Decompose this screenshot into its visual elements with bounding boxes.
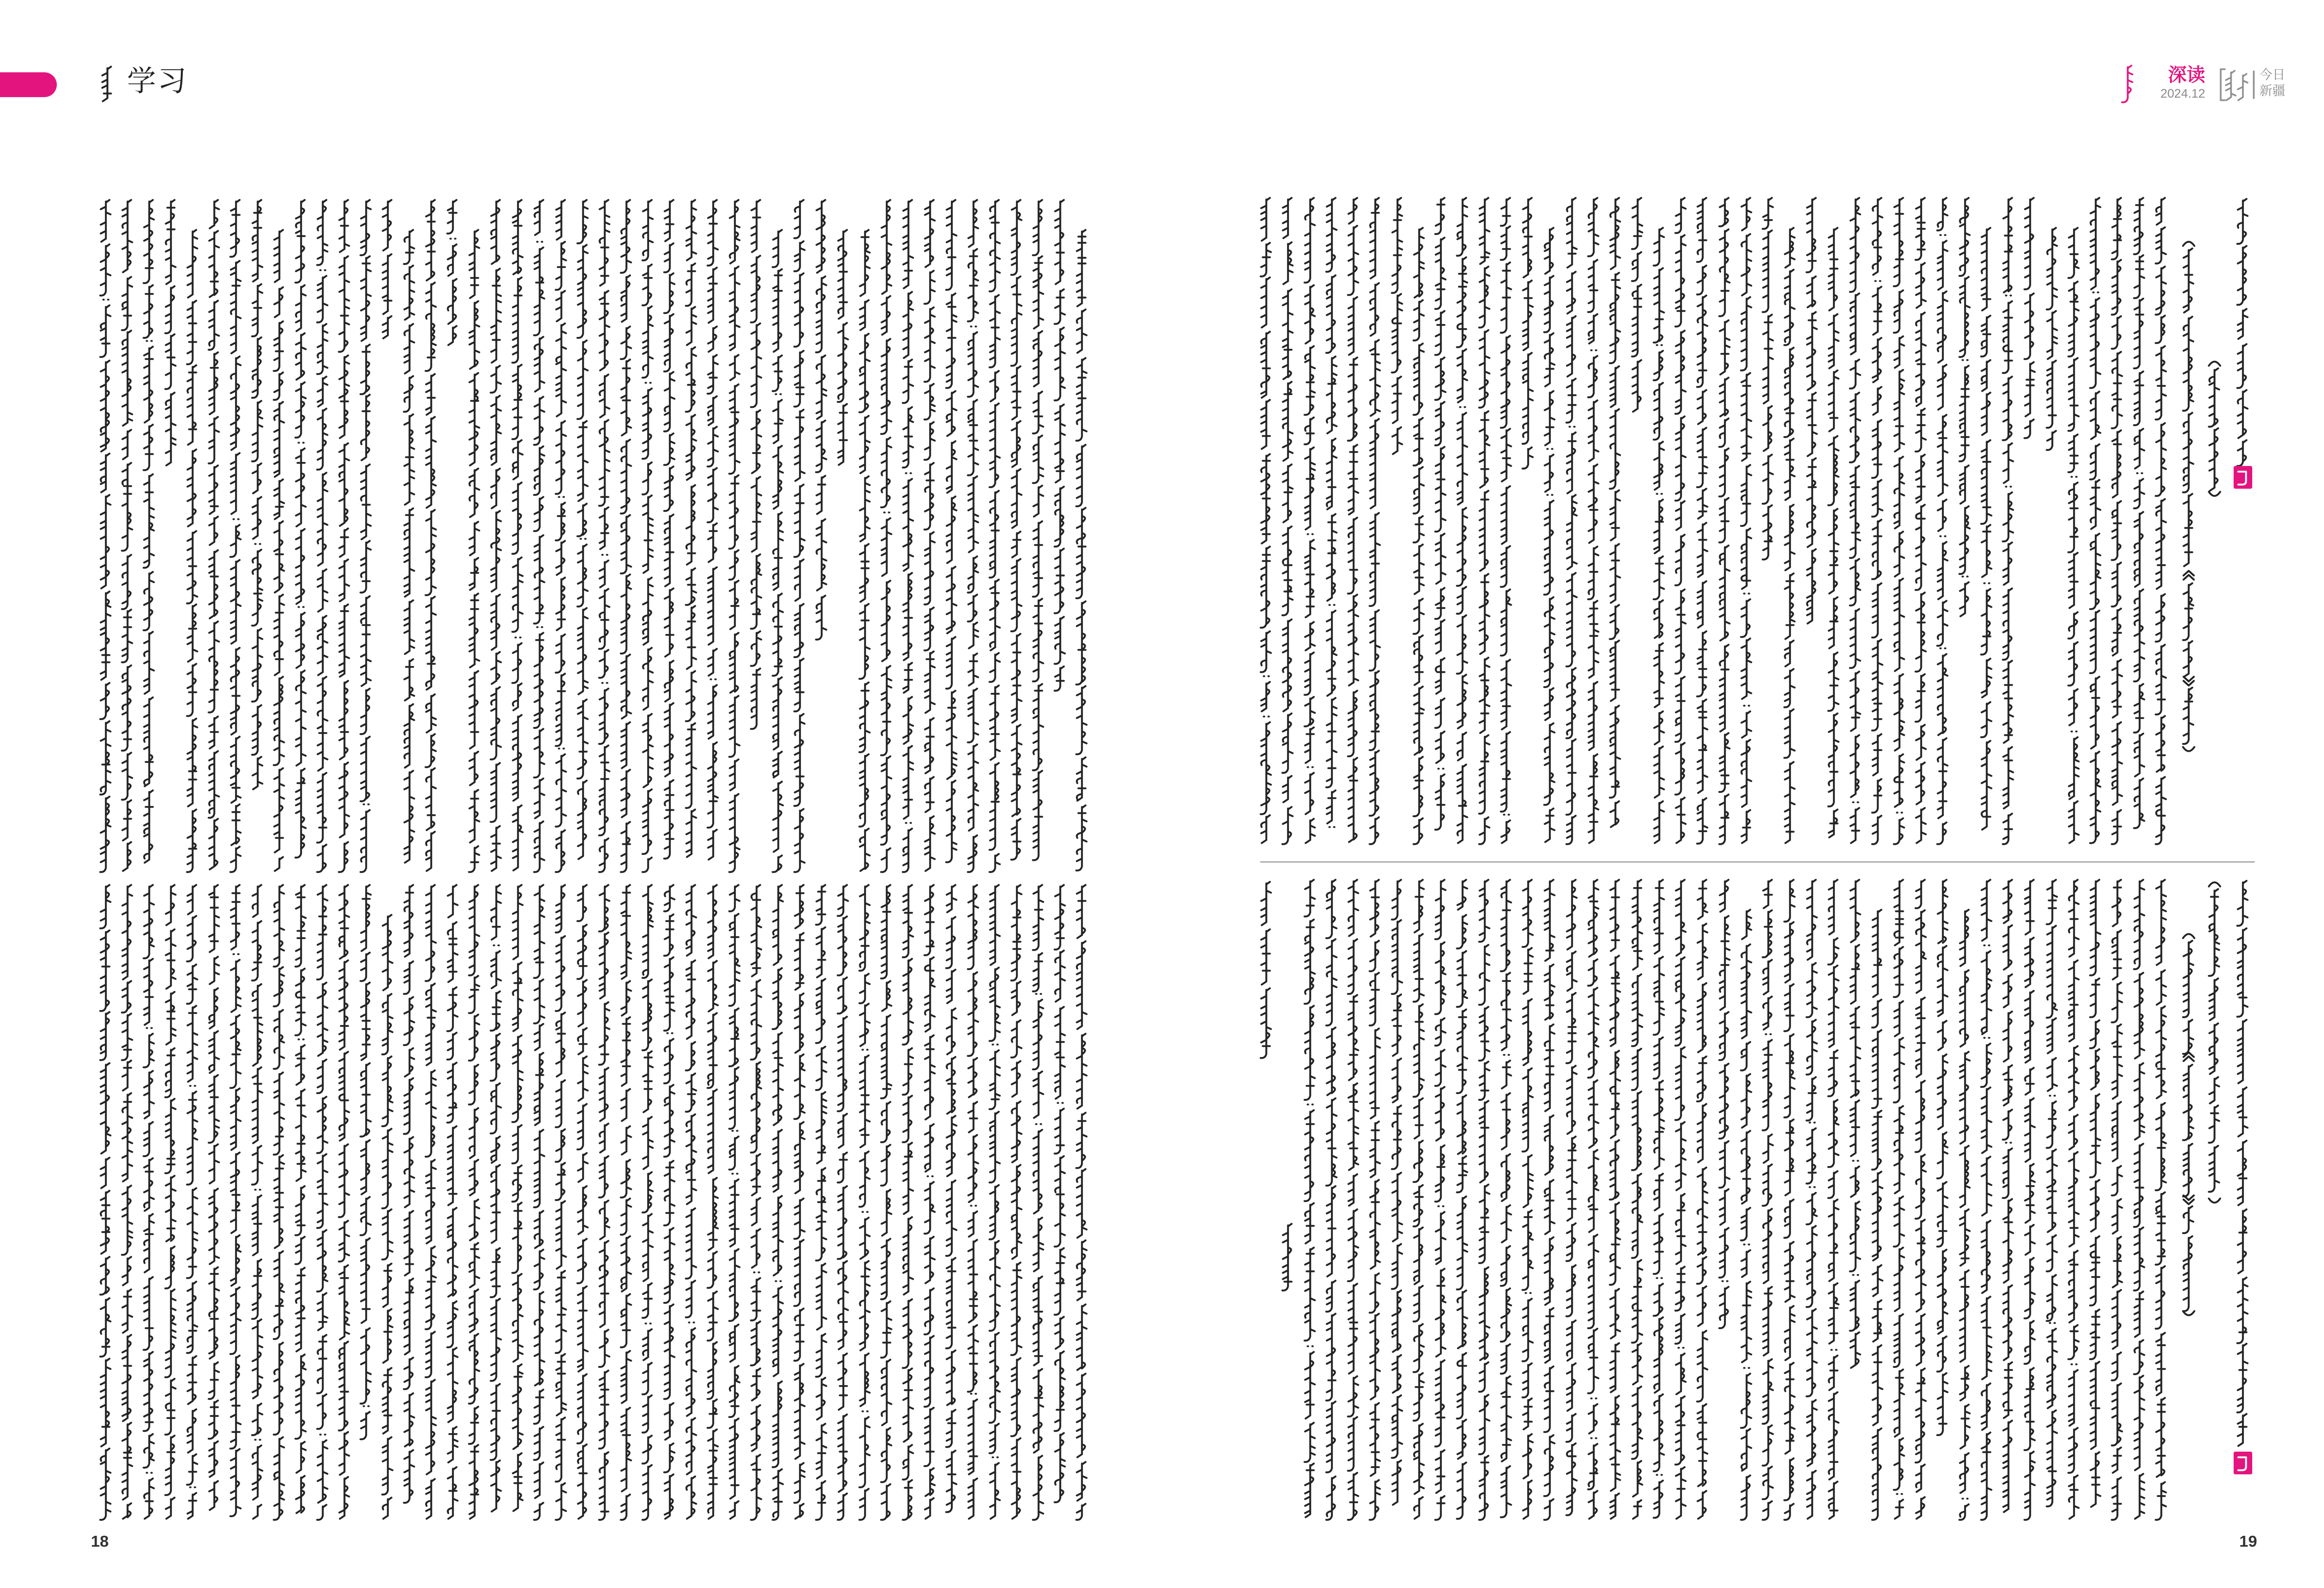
page-number-right: 19	[2239, 1532, 2257, 1550]
section-title: 学习	[127, 65, 188, 98]
right-page	[1162, 0, 2324, 1588]
logo-line-1: 今日	[2259, 67, 2286, 82]
column-name: 深读	[2168, 65, 2205, 86]
logo-line-2: 新疆	[2259, 83, 2286, 98]
issue-date: 2024.12	[2160, 87, 2205, 101]
magazine-logo	[2216, 66, 2293, 102]
page-number-left: 18	[91, 1532, 109, 1550]
section-tab-marker	[0, 72, 57, 97]
section-divider-rule	[1260, 861, 2255, 863]
running-header-column	[2143, 64, 2205, 101]
logo-lettering	[2259, 67, 2291, 99]
